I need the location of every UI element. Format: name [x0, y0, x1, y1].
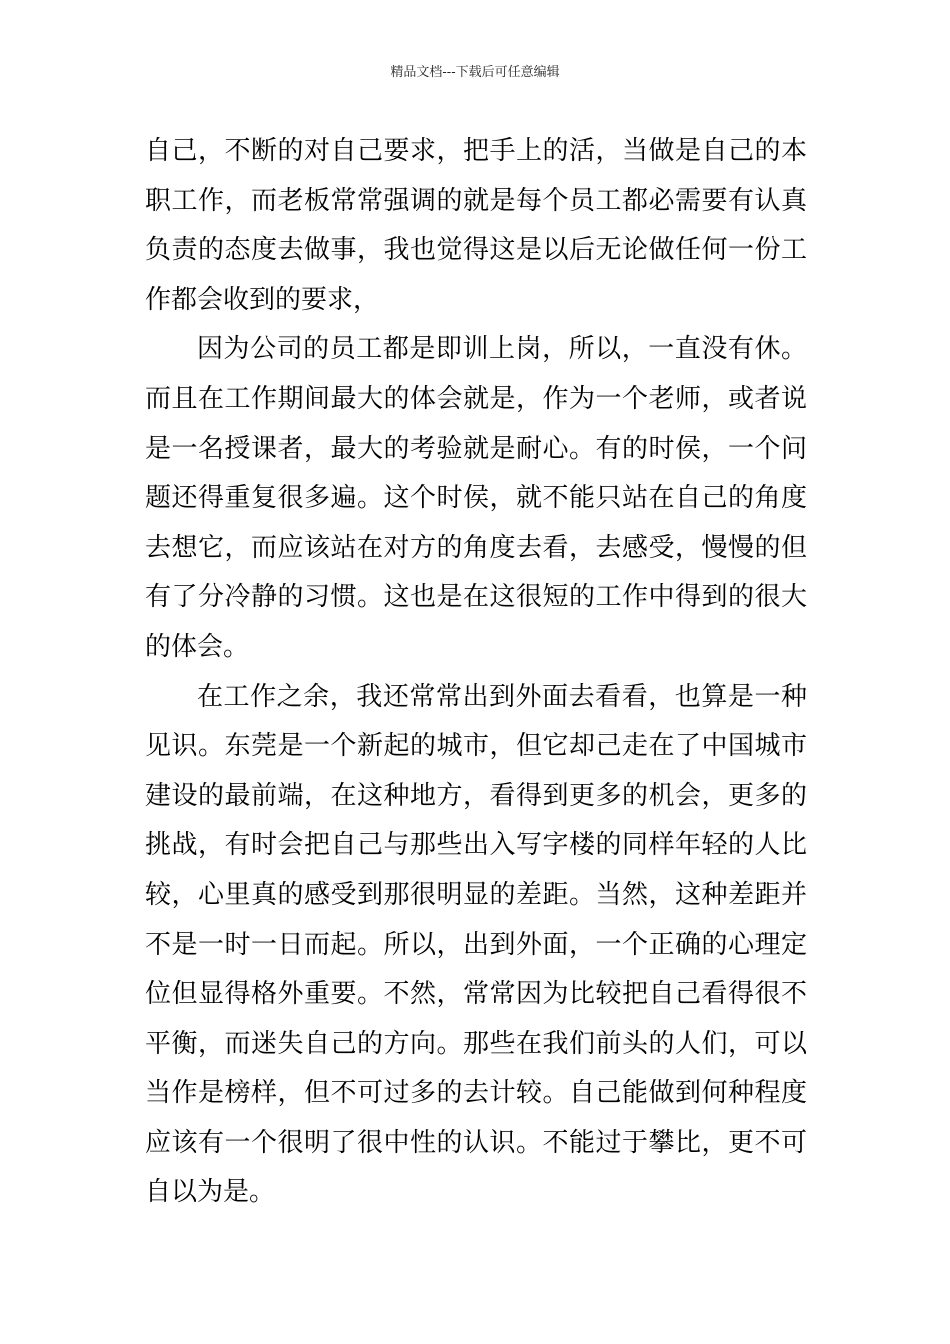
text-line: 职工作，而老板常常强调的就是每个员工都必需要有认真 [145, 185, 807, 216]
text-line: 见识。东莞是一个新起的城市，但它却己走在了中国城市 [145, 731, 807, 762]
paragraph [145, 325, 807, 672]
text-line: 的体会。 [145, 631, 250, 662]
text-line: 因为公司的员工都是即训上岗，所以，一直没有休。 [197, 334, 807, 365]
text-line: 建设的最前端，在这种地方，看得到更多的机会，更多的 [145, 780, 807, 811]
text-line: 作都会收到的要求， [145, 284, 380, 315]
text-line: 平衡，而迷失自己的方向。那些在我们前头的人们，可以 [145, 1028, 807, 1059]
paragraph [145, 127, 807, 325]
text-line: 不是一时一日而起。所以，出到外面，一个正确的心理定 [145, 929, 807, 960]
document-body [145, 127, 807, 1218]
text-line: 当作是榜样，但不可过多的去计较。自己能做到何种程度 [145, 1078, 807, 1109]
text-line: 题还得重复很多遍。这个时侯，就不能只站在自己的角度 [145, 483, 807, 514]
text-line: 自己，不断的对自己要求，把手上的活，当做是自己的本 [145, 136, 807, 166]
text-line: 有了分冷静的习惯。这也是在这很短的工作中得到的很大 [145, 582, 807, 613]
text-line: 应该有一个很明了很中性的认识。不能过于攀比，更不可 [145, 1127, 807, 1158]
text-line: 去想它，而应该站在对方的角度去看，去感受，慢慢的但 [145, 532, 807, 563]
page-header: 精品文档---下载后可任意编辑 [390, 65, 560, 80]
text-line: 较，心里真的感受到那很明显的差距。当然，这种差距并 [145, 879, 807, 910]
text-line: 自以为是。 [145, 1177, 276, 1208]
text-line: 而且在工作期间最大的体会就是，作为一个老师，或者说 [145, 383, 807, 414]
text-line: 挑战，有时会把自己与那些出入写字楼的同样年轻的人比 [145, 830, 807, 861]
text-line: 是一名授课者，最大的考验就是耐心。有的时侯，一个问 [145, 433, 807, 464]
paragraph [145, 673, 807, 1219]
text-line: 负责的态度去做事，我也觉得这是以后无论做任何一份工 [145, 235, 807, 266]
text-line: 在工作之余，我还常常出到外面去看看，也算是一种 [197, 681, 807, 712]
text-line: 位但显得格外重要。不然，常常因为比较把自己看得很不 [145, 979, 807, 1010]
